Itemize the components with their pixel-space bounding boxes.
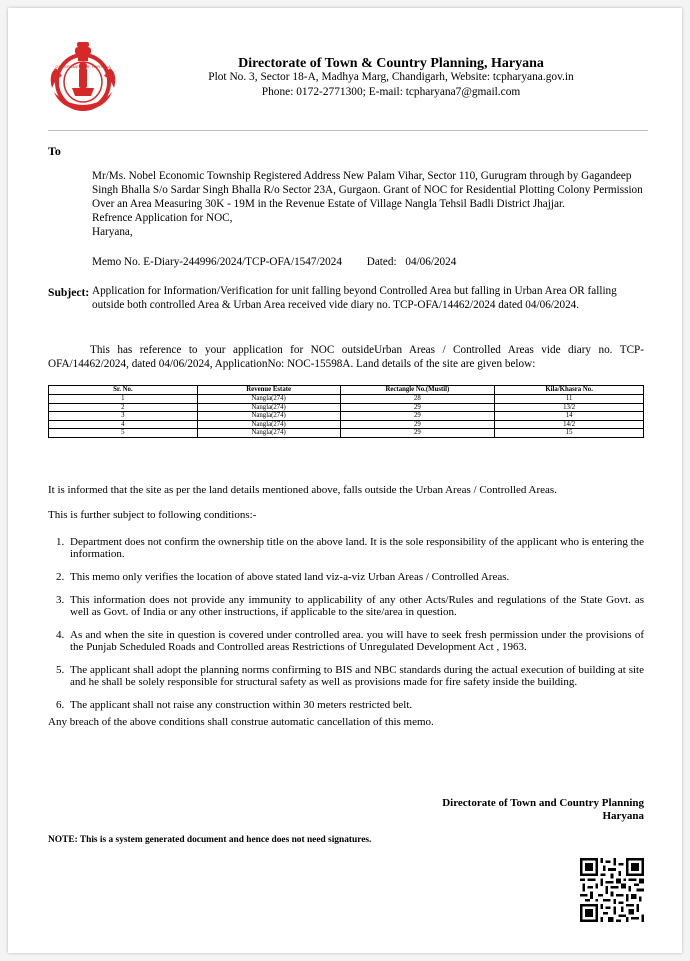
condition-text: The applicant shall not raise any construction within 30 meters restricted belt. <box>70 699 413 711</box>
cell-rectangle: 29 <box>340 403 495 412</box>
header-contact: Phone: 0172-2771300; E-mail: tcpharyana7@gmail.com <box>261 86 521 98</box>
condition-number: 2. <box>56 571 65 583</box>
addressee-block <box>92 169 644 239</box>
land-details-table <box>48 385 644 438</box>
condition-number: 3. <box>56 594 65 606</box>
condition-number: 1. <box>56 536 65 548</box>
cell-estate: Nangla(274) <box>197 420 340 429</box>
cell-sr: 3 <box>49 412 198 421</box>
condition-text: The applicant shall adopt the planning norms confirming to BIS and NBC standards during the actual execution of building at site and he shall be solely responsible for structural safety as well as provisions made for fire safety inside the building. <box>70 664 644 688</box>
memo-number: Memo No. E-Diary-244996/2024/TCP-OFA/1547/2024 <box>92 256 342 268</box>
col-kila-khasra: Kila/Khasra No. <box>495 386 644 395</box>
condition-item <box>56 536 644 560</box>
haryana-emblem-logo <box>42 38 124 116</box>
subject-text: Application for Information/Verification for unit falling beyond Controlled Area but falling in Urban Area OR falling outside both controlled Area & Urban Area received vide diary no. TCP-OFA/14462/2024 dated 04/06/2024. <box>92 285 617 311</box>
signatory-state: Haryana <box>602 810 644 822</box>
cell-khasra: 14 <box>495 412 644 421</box>
cell-estate: Nangla(274) <box>197 395 340 404</box>
cell-estate: Nangla(274) <box>197 403 340 412</box>
qr-code-icon <box>580 858 644 922</box>
condition-text: This information does not provide any immunity to applicability of any other Acts/Rules and regulations of the State Govt. as well as Govt. of India or any other instructions, if applicable to the site/area in question. <box>70 594 644 618</box>
col-sr-no: Sr. No. <box>49 386 198 395</box>
condition-item <box>56 664 644 688</box>
to-label: To <box>48 144 61 158</box>
header-address: Plot No. 3, Sector 18-A, Madhya Marg, Chandigarh, Website: tcpharyana.gov.in <box>208 71 574 83</box>
condition-number: 6. <box>56 699 65 711</box>
table-row <box>49 403 644 412</box>
condition-text: This memo only verifies the location of above stated land viz-a-viz Urban Areas / Controlled Areas. <box>70 571 510 583</box>
emblem-label: GOVERNMENT OF HARYANA <box>55 64 111 69</box>
addressee-text: Mr/Ms. Nobel Economic Township Registered Address New Palam Vihar, Sector 110, Gurugram through by Gagandeep Singh Bhalla S/o Sardar Singh Bhalla R/o Sector 23A, Gurgaon. Grant of NOC for Residential Plotting Colony Permission Over an Area Measuring 30K - 19M in the Revenue Estate of Village Nangla Tehsil Badli District Jhajjar. <box>92 170 643 210</box>
cell-rectangle: 28 <box>340 395 495 404</box>
informed-paragraph: It is informed that the site as per the land details mentioned above, falls outside the Urban Areas / Controlled Areas. <box>48 484 557 496</box>
header-divider <box>48 130 648 131</box>
condition-text: As and when the site in question is covered under controlled area. you will have to seek fresh permission under the provisions of the Punjab Scheduled Roads and Controlled areas Restrictions of Unregulated Development Act , 1963. <box>70 629 644 653</box>
header-title: Directorate of Town & Country Planning, Haryana <box>238 56 544 71</box>
cell-sr: 4 <box>49 420 198 429</box>
condition-number: 4. <box>56 629 65 641</box>
condition-item <box>56 699 644 711</box>
cell-khasra: 14/2 <box>495 420 644 429</box>
condition-number: 5. <box>56 664 65 676</box>
cell-sr: 2 <box>49 403 198 412</box>
cell-rectangle: 29 <box>340 412 495 421</box>
cell-estate: Nangla(274) <box>197 412 340 421</box>
table-row <box>49 420 644 429</box>
col-rectangle-no: Rectangle No.(Mustil) <box>340 386 495 395</box>
reference-line: Refrence Application for NOC, <box>92 212 233 224</box>
state-line: Haryana, <box>92 226 133 238</box>
breach-notice: Any breach of the above conditions shall construe automatic cancellation of this memo. <box>48 716 434 728</box>
table-row <box>49 412 644 421</box>
reference-paragraph: This has reference to your application for NOC outsideUrban Areas / Controlled Areas vide diary no. TCP-OFA/14462/2024, dated 04/06/2024, ApplicationNo: NOC-15598A. Land details of the site are given below: <box>48 344 644 370</box>
memo-line <box>92 256 644 268</box>
condition-item <box>56 594 644 618</box>
dated-value: 04/06/2024 <box>405 256 457 268</box>
condition-item <box>56 571 644 583</box>
table-header-row <box>49 386 644 395</box>
table-row <box>49 395 644 404</box>
cell-khasra: 11 <box>495 395 644 404</box>
dated-label: Dated: <box>366 256 397 268</box>
cell-rectangle: 29 <box>340 429 495 438</box>
cell-khasra: 15 <box>495 429 644 438</box>
signatory-name: Directorate of Town and Country Planning <box>442 797 644 809</box>
table-row <box>49 429 644 438</box>
cell-sr: 5 <box>49 429 198 438</box>
system-generated-note: NOTE: This is a system generated document and hence does not need signatures. <box>48 835 372 845</box>
cell-sr: 1 <box>49 395 198 404</box>
cell-khasra: 13/2 <box>495 403 644 412</box>
condition-text: Department does not confirm the ownership title on the above land. It is the sole responsibility of the applicant who is entering the information. <box>70 536 645 560</box>
subject-label: Subject: <box>48 286 90 299</box>
cell-rectangle: 29 <box>340 420 495 429</box>
col-revenue-estate: Revenue Estate <box>197 386 340 395</box>
condition-item <box>56 629 644 653</box>
cell-estate: Nangla(274) <box>197 429 340 438</box>
conditions-intro: This is further subject to following conditions:- <box>48 509 257 521</box>
